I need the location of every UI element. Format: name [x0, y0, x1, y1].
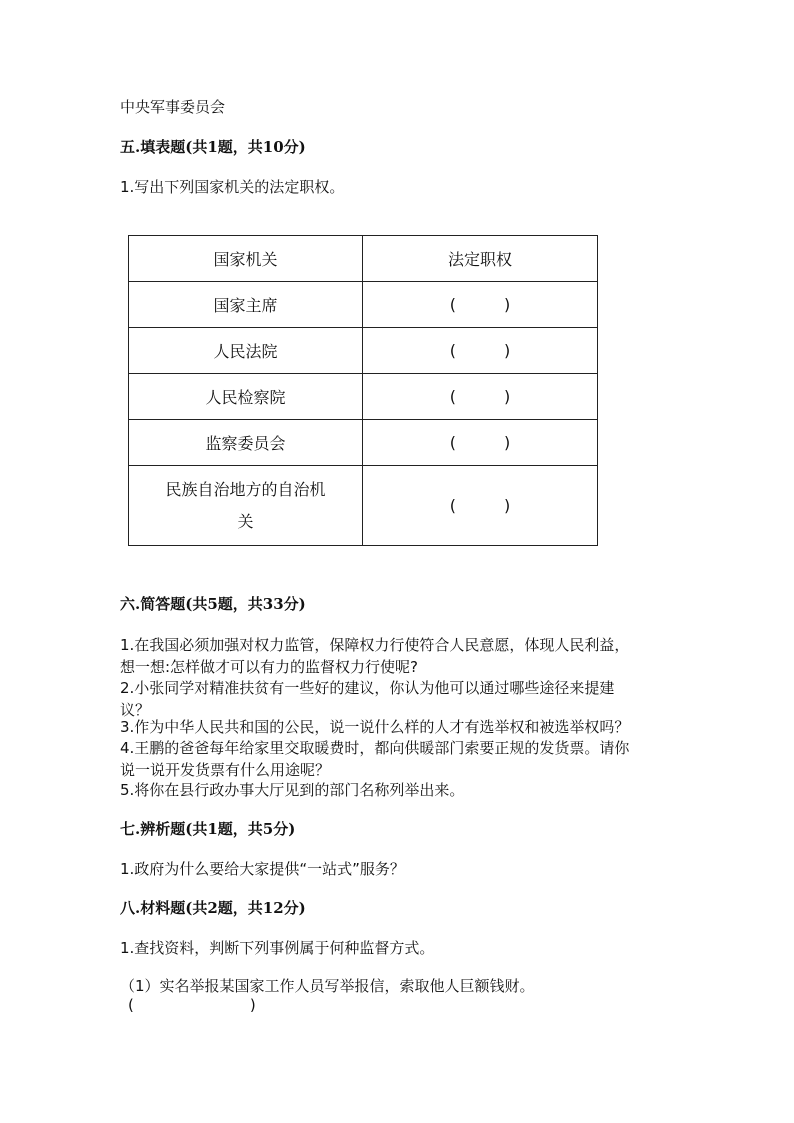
table-row: [129, 328, 598, 374]
paren-close: ): [504, 341, 511, 360]
paren-close: ): [504, 496, 511, 515]
table-row: [129, 374, 598, 420]
previous-answer-text: 中央军事委员会: [120, 98, 226, 116]
agency-cell: 监察委员会: [129, 420, 363, 466]
section-6-title: 六.简答题(共5题，共33分): [120, 595, 306, 613]
paren-close: ): [504, 433, 511, 452]
s6-line: 2.小张同学对精准扶贫有一些好的建议，你认为他可以通过哪些途径来提建: [120, 679, 615, 697]
section-7-question: 1.政府为什么要给大家提供“一站式”服务？: [120, 860, 405, 878]
header-power: 法定职权: [363, 236, 598, 282]
answer-cell[interactable]: [363, 466, 598, 546]
paren-close: ): [504, 295, 511, 314]
section-8-sub1: （1）实名举报某国家工作人员写举报信，索取他人巨额钱财。: [120, 977, 535, 995]
section-8-title: 八.材料题(共2题，共12分): [120, 899, 306, 917]
s6-line: 4.王鹏的爸爸每年给家里交取暖费时，都向供暖部门索要正规的发货票。请你: [120, 739, 630, 757]
agency-cell: 人民检察院: [129, 374, 363, 420]
answer-cell[interactable]: [363, 328, 598, 374]
header-agency: 国家机关: [129, 236, 363, 282]
table-row: [129, 420, 598, 466]
answer-cell[interactable]: [363, 420, 598, 466]
s6-line: 想一想:怎样做才可以有力的监督权力行使呢?: [120, 658, 419, 676]
answer-cell[interactable]: [363, 374, 598, 420]
s6-line: 1.在我国必须加强对权力监管，保障权力行使符合人民意愿，体现人民利益，: [120, 636, 630, 654]
paren-close: ): [249, 996, 256, 1014]
s6-line: 5.将你在县行政办事大厅见到的部门名称列举出来。: [120, 781, 465, 799]
s6-line: 议？: [120, 701, 151, 719]
paren-close: ): [504, 387, 511, 406]
paren-open: (: [128, 996, 134, 1014]
s6-line: 3.作为中华人民共和国的公民，说一说什么样的人才有选举权和被选举权吗？: [120, 718, 630, 736]
agency-cell: [129, 466, 363, 546]
section-7-title: 七.辨析题(共1题，共5分): [120, 820, 296, 838]
agency-cell: 人民法院: [129, 328, 363, 374]
section-8-question: 1.查找资料，判断下列事例属于何种监督方式。: [120, 939, 435, 957]
s6-line: 说一说开发货票有什么用途呢？: [120, 761, 331, 779]
paren-open: (: [449, 496, 456, 515]
agency-line-1: 民族自治地方的自治机: [165, 479, 326, 499]
answer-cell[interactable]: [363, 282, 598, 328]
section-5-title: 五.填表题(共1题，共10分): [120, 138, 306, 156]
table-row: [129, 466, 598, 546]
paren-open: (: [449, 295, 456, 314]
powers-table: [128, 235, 598, 546]
paren-open: (: [449, 433, 456, 452]
agency-line-2: 关: [237, 511, 254, 531]
section-5-question: 1.写出下列国家机关的法定职权。: [120, 178, 345, 196]
paren-open: (: [449, 387, 456, 406]
table-row: [129, 282, 598, 328]
agency-cell: 国家主席: [129, 282, 363, 328]
paren-open: (: [449, 341, 456, 360]
table-header-row: [129, 236, 598, 282]
section-8-answer-blank[interactable]: [128, 996, 256, 1014]
